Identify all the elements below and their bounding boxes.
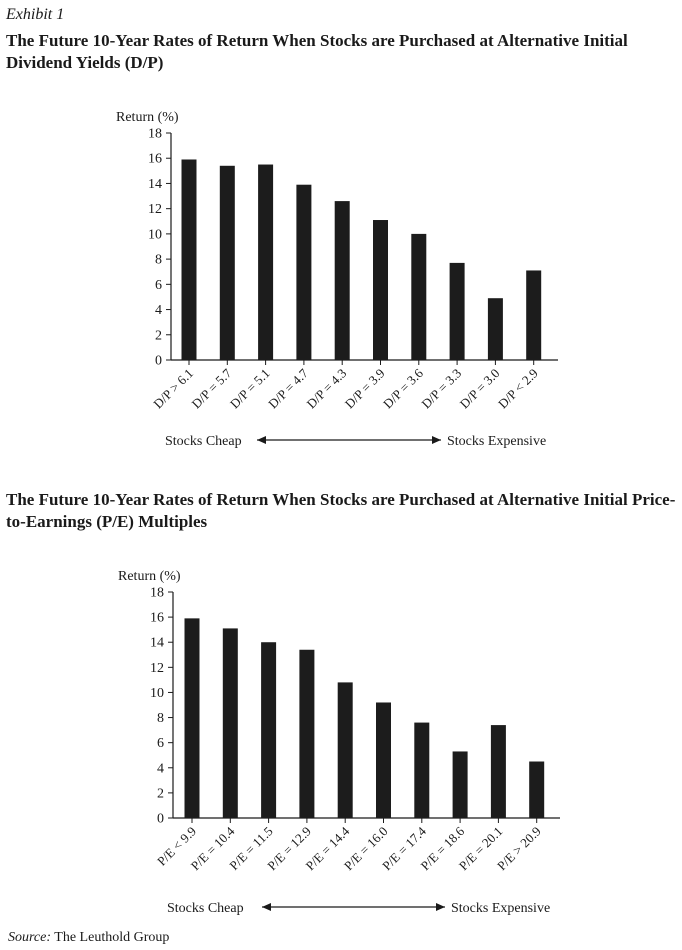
annotation-arrowhead-left xyxy=(257,436,266,444)
chart-title-pe-multiple: The Future 10-Year Rates of Return When Stocks are Purchased at Alternative Initial Price-to-Earnings (P/E) Multiples xyxy=(6,490,676,531)
annotation-arrowhead-right xyxy=(432,436,441,444)
y-tick-label: 14 xyxy=(150,635,164,651)
bar xyxy=(526,270,541,360)
annotation-arrowhead-right xyxy=(436,903,445,911)
annotation-stocks-expensive: Stocks Expensive xyxy=(451,901,551,916)
y-axis-label: Return (%) xyxy=(118,569,181,584)
x-tick-label: D/P < 2.9 xyxy=(494,365,541,412)
x-tick-label: D/P = 5.7 xyxy=(188,365,235,412)
source-note xyxy=(8,930,169,946)
bar xyxy=(411,234,426,360)
x-tick-label: P/E < 9.9 xyxy=(153,823,200,869)
x-tick-label: P/E = 18.6 xyxy=(417,823,468,874)
bar xyxy=(182,159,197,360)
x-tick-label: P/E = 12.9 xyxy=(264,823,315,874)
y-tick-label: 8 xyxy=(155,252,162,268)
x-tick-label: P/E = 10.4 xyxy=(187,823,238,874)
dividend-yield-chart xyxy=(0,100,682,460)
x-tick-label: D/P = 3.9 xyxy=(341,365,388,412)
y-tick-label: 6 xyxy=(155,277,162,293)
exhibit-label: Exhibit 1 xyxy=(6,6,65,23)
bar xyxy=(376,702,391,818)
bar xyxy=(491,725,506,818)
annotation-stocks-expensive: Stocks Expensive xyxy=(447,434,547,449)
y-tick-label: 0 xyxy=(155,353,162,369)
bar xyxy=(453,751,468,818)
x-tick-label: P/E = 14.4 xyxy=(302,823,353,874)
x-tick-label: D/P = 5.1 xyxy=(226,365,273,412)
source-text: The Leuthold Group xyxy=(54,930,170,945)
bar xyxy=(373,220,388,360)
x-tick-label: D/P = 4.7 xyxy=(265,365,312,412)
bar xyxy=(220,166,235,360)
annotation-stocks-cheap: Stocks Cheap xyxy=(167,901,244,916)
y-tick-label: 18 xyxy=(148,126,162,142)
chart-title-dividend-yield: The Future 10-Year Rates of Return When Stocks are Purchased at Alternative Initial Dividend Yields (D/P) xyxy=(6,31,628,72)
y-tick-label: 16 xyxy=(148,151,162,167)
bar xyxy=(261,642,276,818)
y-tick-label: 12 xyxy=(148,202,162,218)
x-tick-label: P/E = 17.4 xyxy=(379,823,429,874)
annotation-stocks-cheap: Stocks Cheap xyxy=(165,434,242,449)
y-tick-label: 4 xyxy=(155,303,162,319)
bar xyxy=(450,263,465,360)
pe-multiple-chart xyxy=(0,560,682,920)
x-tick-label: D/P = 3.3 xyxy=(418,365,465,412)
y-tick-label: 2 xyxy=(155,328,162,344)
bar xyxy=(185,618,200,818)
x-tick-label: D/P = 3.6 xyxy=(380,365,426,412)
y-tick-label: 4 xyxy=(157,761,164,777)
bar xyxy=(488,298,503,360)
x-tick-label: D/P > 6.1 xyxy=(150,365,197,412)
y-axis-label: Return (%) xyxy=(116,110,179,125)
x-tick-label: P/E = 11.5 xyxy=(226,823,276,873)
x-tick-label: D/P = 3.0 xyxy=(456,365,503,412)
y-tick-label: 8 xyxy=(157,711,164,727)
bar xyxy=(414,723,429,818)
y-tick-label: 16 xyxy=(150,610,164,626)
y-tick-label: 18 xyxy=(150,585,164,601)
y-tick-label: 10 xyxy=(148,227,162,243)
y-tick-label: 0 xyxy=(157,811,164,827)
y-tick-label: 2 xyxy=(157,786,164,802)
bar xyxy=(223,628,238,818)
bar xyxy=(258,165,273,360)
source-label: Source: xyxy=(8,930,52,945)
x-tick-label: D/P = 4.3 xyxy=(303,365,350,412)
y-tick-label: 12 xyxy=(150,660,164,676)
bar xyxy=(296,185,311,360)
x-tick-label: P/E = 20.1 xyxy=(455,823,506,874)
x-tick-label: P/E > 20.9 xyxy=(494,823,544,874)
bar xyxy=(338,682,353,818)
bar xyxy=(529,762,544,819)
x-tick-label: P/E = 16.0 xyxy=(340,823,391,874)
bar xyxy=(335,201,350,360)
annotation-arrowhead-left xyxy=(262,903,271,911)
y-tick-label: 14 xyxy=(148,176,162,192)
y-tick-label: 6 xyxy=(157,736,164,752)
bar xyxy=(299,650,314,818)
y-tick-label: 10 xyxy=(150,685,164,701)
